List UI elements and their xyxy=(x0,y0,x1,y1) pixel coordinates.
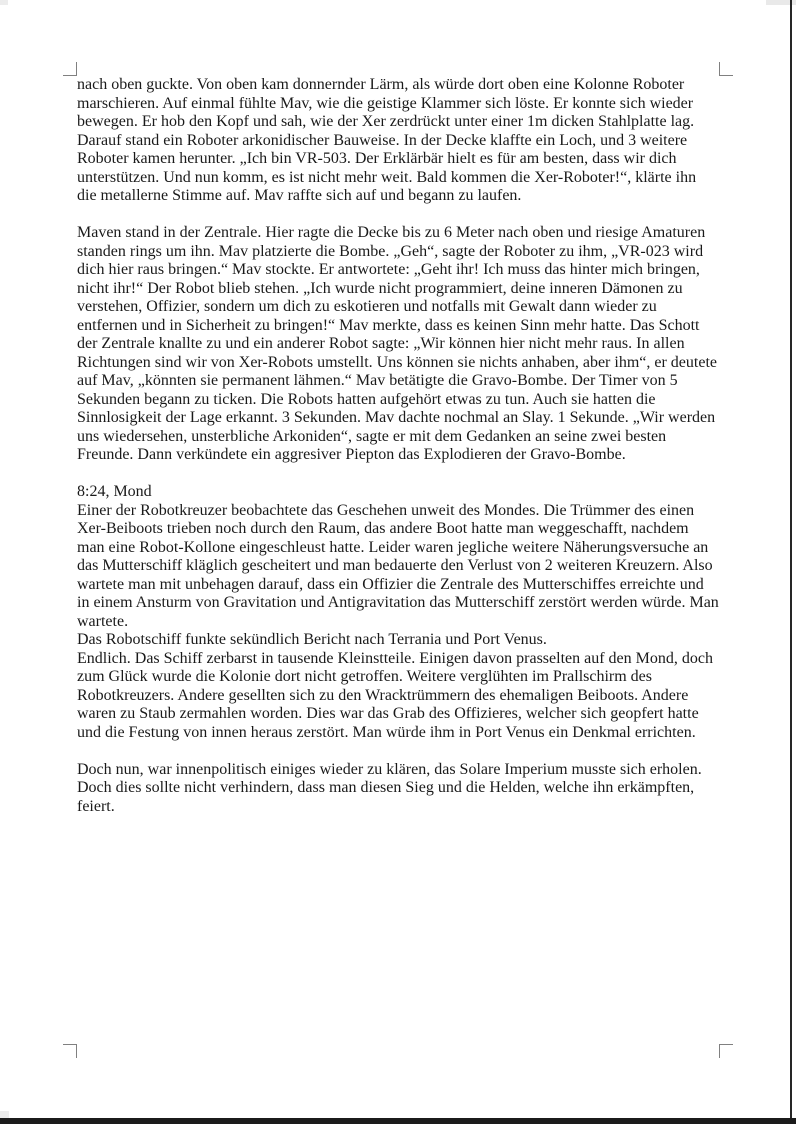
paragraph-1[interactable]: nach oben guckte. Von oben kam donnernder Lärm, als würde dort oben eine Kolonne Roboter marschieren. Auf einmal fühlte Mav, wie die geistige Klammer sich löste. Er konnte sich wieder bewegen. Er hob den Kopf und sah, wie der Xer zerdrückt unter einer 1m dicken Stahlplatte lag. Darauf stand ein Roboter arkonidischer Bauweise. In der Decke klaffte ein Loch, und 3 weitere Roboter kamen herunter. „Ich bin VR-503. Der Erklärbär hielt es für am besten, dass wir dich unterstützen. Und nun komm, es ist nicht mehr weit. Bald kommen die Xer-Roboter!“, klärte ihn die metallerne Stimme auf. Mav raffte sich auf und begann zu laufen. xyxy=(77,76,697,204)
paragraph-3[interactable]: Einer der Robotkreuzer beobachtete das Geschehen unweit des Mondes. Die Trümmer des einen Xer-Beiboots trieben noch durch den Raum, das andere Boot hatte man weggeschafft, nachdem man eine Robot-Kollone eingeschleust hatte. Leider waren jegliche weitere Näherungsversuche an das Mutterschiff kläglich gescheitert und man bedauerte den Verlust von 2 weiteren Kreuzern. Also wartete man mit unbehagen darauf, dass ein Offizier die Zentrale des Mutterschiffes erreichte und in einem Ansturm von Gravitation und Antigravitation das Mutterschiff zerstört werden würde. Man wartete. xyxy=(77,501,719,630)
window-right-edge-line xyxy=(790,0,792,1119)
window-edge-artifact-top-left xyxy=(0,0,8,5)
blank-line[interactable] xyxy=(77,742,719,761)
paragraph-6[interactable]: Doch nun, war innenpolitisch einiges wieder zu klären, das Solare Imperium musste sich erholen. Doch dies sollte nicht verhindern, dass man diesen Sieg und die Helden, welche ihn erkämpften, feiert. xyxy=(77,760,702,815)
text-boundary-corner-bottom-left-icon xyxy=(63,1044,77,1058)
document-text-area[interactable] xyxy=(77,76,719,816)
blank-line[interactable] xyxy=(77,465,719,484)
paragraph-heading-time-moon[interactable]: 8:24, Mond xyxy=(77,483,152,500)
screen-bottom-edge-bar xyxy=(0,1118,796,1124)
text-boundary-corner-top-right-icon xyxy=(719,62,733,76)
paragraph-2[interactable]: Maven stand in der Zentrale. Hier ragte die Decke bis zu 6 Meter nach oben und riesige Amaturen standen rings um ihn. Mav platzierte die Bombe. „Geh“, sagte der Roboter zu ihm, „VR-023 wird dich hier raus bringen.“ Mav stockte. Er antwortete: „Geht ihr! Ich muss das hinter mich bringen, nicht ihr!“ Der Robot blieb stehen. „Ich wurde nicht programmiert, deine inneren Dämonen zu verstehen, Offizier, sondern um dich zu eskotieren und notfalls mit Gewalt dann wieder zu entfernen und in Sicherheit zu bringen!“ Mav merkte, dass es keinen Sinn mehr hatte. Das Schott der Zentrale knallte zu und ein anderer Robot sagte: „Wir können hier nicht mehr raus. In allen Richtungen sind wir von Xer-Robots umstellt. Uns können sie nichts anhaben, aber ihm“, er deutete auf Mav, „könnten sie permanent lähmen.“ Mav betätigte die Gravo-Bombe. Der Timer von 5 Sekunden begann zu ticken. Die Robots hatten aufgehört etwas zu tun. Auch sie hatten die Sinnlosigkeit der Lage erkannt. 3 Sekunden. Mav dachte nochmal an Slay. 1 Sekunde. „Wir werden uns wiedersehen, unsterbliche Arkoniden“, sagte er mit dem Gedanken an seine zwei besten Freunde. Dann verkündete ein aggresiver Piepton das Explodieren der Gravo-Bombe. xyxy=(77,224,717,463)
window-edge-artifact-bottom-left xyxy=(0,1111,9,1118)
blank-line[interactable] xyxy=(77,206,719,225)
paragraph-4[interactable]: Das Robotschiff funkte sekündlich Bericht nach Terrania und Port Venus. xyxy=(77,631,547,648)
text-boundary-corner-bottom-right-icon xyxy=(719,1044,733,1058)
text-boundary-corner-top-left-icon xyxy=(63,62,77,76)
paragraph-5[interactable]: Endlich. Das Schiff zerbarst in tausende Kleinstteile. Einigen davon prasselten auf den Mond, doch zum Glück wurde die Kolonie dort nicht getroffen. Weitere verglühten im Prallschirm des Robotkreuzers. Andere gesellten sich zu den Wracktrümmern des ehemaligen Beiboots. Andere waren zu Staub zermahlen worden. Dies war das Grab des Offizieres, welcher sich geopfert hatte und die Festung von innen heraus zerstört. Man würde ihm in Port Venus ein Denkmal errichten. xyxy=(77,649,713,741)
